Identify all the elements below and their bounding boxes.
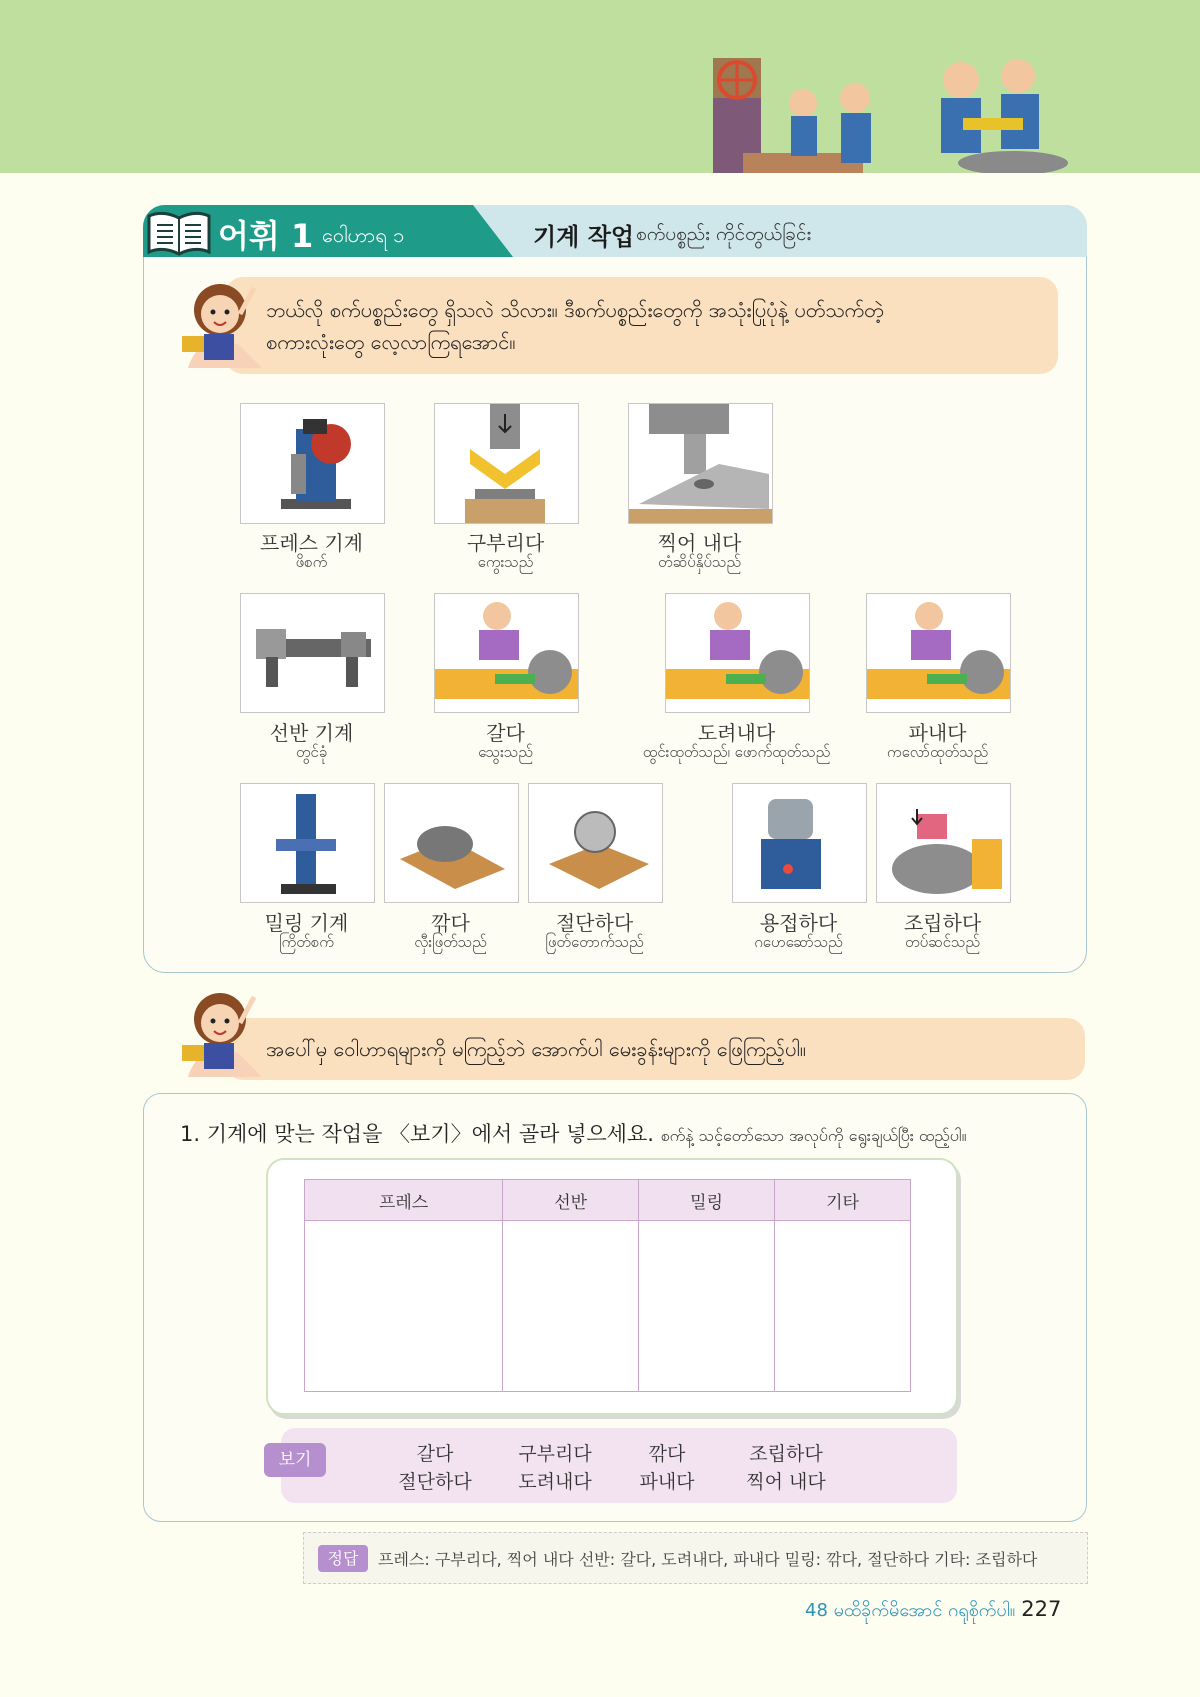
bogi-word[interactable]: 조립하다 <box>749 1443 823 1465</box>
workers-illustration <box>713 58 1070 173</box>
col-header-milling: 밀링 <box>639 1180 775 1221</box>
top-banner <box>0 0 1200 173</box>
bogi-word[interactable]: 갈다 <box>416 1443 454 1465</box>
bogi-word[interactable]: 도려내다 <box>518 1471 592 1493</box>
col-header-other: 기타 <box>775 1180 911 1221</box>
book-icon <box>145 210 213 256</box>
question-mm: စက်နဲ့ သင့်တော်သော အလုပ်ကို ရွေးချယ်ပြီး ထည့်ပါ။ <box>660 1126 967 1145</box>
bogi-word[interactable]: 파내다 <box>639 1471 695 1493</box>
item-label-mm: သွေးသည် <box>478 743 533 761</box>
answer-text: 프레스: 구부리다, 찍어 내다 선반: 갈다, 도려내다, 파내다 밀링: 깎다, 절단하다 기타: 조립하다 <box>378 1550 1038 1569</box>
press-machine-image <box>240 403 385 524</box>
welding-image <box>732 783 867 903</box>
question-text <box>180 1118 967 1149</box>
answer-cell-milling[interactable] <box>639 1221 775 1392</box>
item-label-ko: 깎다 <box>431 911 470 935</box>
scooping-image <box>866 593 1011 713</box>
bogi-word[interactable]: 절단하다 <box>398 1471 472 1493</box>
item-label-mm: လှီးဖြတ်သည် <box>414 933 487 951</box>
sawing-image <box>528 783 663 903</box>
bogi-label: 보기 <box>264 1443 326 1477</box>
teacher-icon <box>178 274 262 368</box>
item-label-mm: ကြိတ်စက် <box>279 933 334 951</box>
item-label-mm: ဖြတ်တောက်သည် <box>545 933 644 951</box>
item-label-ko: 선반 기계 <box>269 721 354 745</box>
intro-line-2: စကားလုံးတွေ လေ့လာကြရအောင်။ <box>266 330 516 354</box>
bogi-word[interactable]: 구부리다 <box>518 1443 592 1465</box>
item-label-ko: 찍어 내다 <box>657 531 742 555</box>
vocab-label: 어휘 1 <box>218 217 314 255</box>
item-label-ko: 도려내다 <box>697 721 776 745</box>
vocab-label-mm: ဝေါဟာရ ၁ <box>322 223 405 247</box>
stamping-image <box>628 403 773 524</box>
instruction-text: အပေါ်မှ ဝေါဟာရများကို မကြည့်ဘဲ အောက်ပါ မေးခွန်းများကို ဖြေကြည့်ပါ။ <box>266 1037 806 1061</box>
item-label-mm: ဖိစက် <box>295 553 328 571</box>
item-label-ko: 밀링 기계 <box>264 911 349 935</box>
item-label-mm: တံဆိပ်နှိပ်သည် <box>658 553 741 571</box>
item-label-mm: ကလော်ထုတ်သည် <box>886 743 989 761</box>
item-label-ko: 조립하다 <box>903 911 982 935</box>
answer-table <box>304 1179 911 1392</box>
item-label-mm: ကွေးသည် <box>477 553 534 571</box>
item-label-mm: တပ်ဆင်သည် <box>905 933 980 951</box>
bending-image <box>434 403 579 524</box>
answer-cell-lathe[interactable] <box>503 1221 639 1392</box>
section-title: 기계 작업 <box>533 223 635 251</box>
question-ko: 1. 기계에 맞는 작업을 〈보기〉에서 골라 넣으세요. <box>180 1122 654 1146</box>
cutting-image <box>384 783 519 903</box>
bogi-word[interactable]: 찍어 내다 <box>746 1471 826 1493</box>
teacher-icon <box>178 983 262 1077</box>
page-number: 227 <box>1021 1597 1062 1621</box>
item-label-ko: 파내다 <box>908 721 967 745</box>
answer-cell-press[interactable] <box>305 1221 503 1392</box>
section-title-mm: စက်ပစ္စည်း ကိုင်တွယ်ခြင်း <box>636 223 812 245</box>
item-label-ko: 절단하다 <box>555 911 634 935</box>
answer-cell-other[interactable] <box>775 1221 911 1392</box>
answer-label: 정답 <box>318 1545 368 1572</box>
item-label-mm: ထွင်းထုတ်သည်၊ ဖောက်ထုတ်သည် <box>642 743 831 761</box>
intro-line-1: ဘယ်လို စက်ပစ္စည်းတွေ ရှိသလဲ သိလား။ ဒီစက်ပစ္စည်းတွေကို အသုံးပြုပုံနဲ့ ပတ်သက်တဲ့ <box>266 298 884 322</box>
chapter-title: 48 မထိခိုက်မိအောင် ဂရုစိုက်ပါ။ <box>805 1600 1016 1621</box>
item-label-ko: 구부리다 <box>466 531 545 555</box>
lathe-machine-image <box>240 593 385 713</box>
item-label-mm: တွင်ခုံ <box>295 743 328 761</box>
item-label-ko: 용접하다 <box>759 911 838 935</box>
milling-machine-image <box>240 783 375 903</box>
grinding-image <box>434 593 579 713</box>
item-label-ko: 프레스 기계 <box>260 531 363 555</box>
item-label-mm: ဂဟေဆော်သည် <box>754 933 843 951</box>
bogi-word[interactable]: 깎다 <box>648 1443 686 1465</box>
page-footer <box>805 1597 1061 1625</box>
col-header-press: 프레스 <box>305 1180 503 1221</box>
item-label-ko: 갈다 <box>486 721 525 745</box>
col-header-lathe: 선반 <box>503 1180 639 1221</box>
boring-image <box>665 593 810 713</box>
assembling-image <box>876 783 1011 903</box>
